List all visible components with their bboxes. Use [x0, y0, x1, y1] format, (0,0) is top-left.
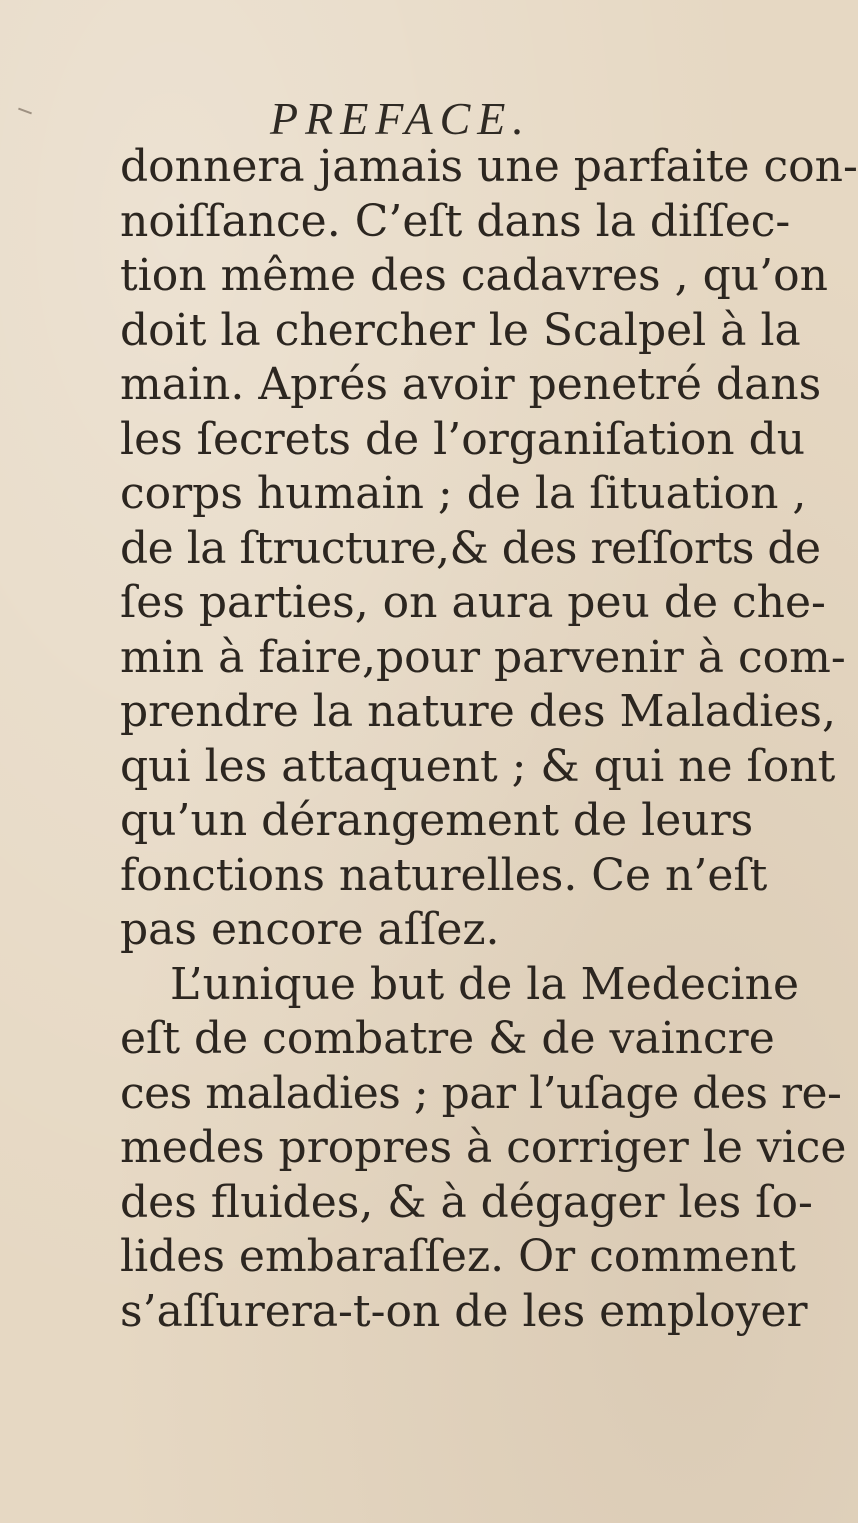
text-line: medes propres à corriger le vice [120, 1122, 847, 1173]
text-line: min à faire,pour parvenir à com- [120, 631, 846, 683]
margin-mark [18, 108, 32, 115]
text-line: ces maladies ; par l’uſage des re- [120, 1067, 842, 1119]
text-line: s’aſſurera-t-on de les employer [120, 1285, 808, 1337]
text-line: lides embaraſſez. Or comment [120, 1231, 796, 1282]
text-line: eſt de combatre & de vaincre [120, 1013, 775, 1064]
running-head: PREFACE. [270, 93, 531, 144]
text-line: main. Aprés avoir penetré dans [120, 359, 822, 410]
text-line: tion même des cadavres , qu’on [120, 250, 828, 301]
text-line: qu’un dérangement de leurs [120, 795, 754, 846]
text-line: corps humain ; de la ſituation , [120, 468, 807, 519]
text-line: fonctions naturelles. Ce n’eſt [120, 849, 768, 901]
text-line: ſes parties, on aura peu de che- [120, 577, 826, 628]
paragraph-start-line: L’unique but de la Medecine [170, 958, 799, 1010]
text-line: les ſecrets de l’organiſation du [120, 413, 806, 465]
body-text [120, 140, 858, 1339]
text-line: qui les attaquent ; & qui ne ſont [120, 740, 836, 792]
text-line: prendre la nature des Maladies, [120, 686, 836, 737]
text-line: pas encore aſſez. [120, 904, 500, 955]
text-line: noiſſance. C’eſt dans la diſſec- [120, 195, 791, 247]
text-line: des fluides, & à dégager les ſo- [120, 1176, 813, 1228]
text-line: doit la chercher le Scalpel à la [120, 304, 801, 356]
text-line: donnera jamais une parfaite con- [120, 141, 858, 192]
text-line: de la ſtructure,& des reſſorts de [120, 522, 821, 574]
